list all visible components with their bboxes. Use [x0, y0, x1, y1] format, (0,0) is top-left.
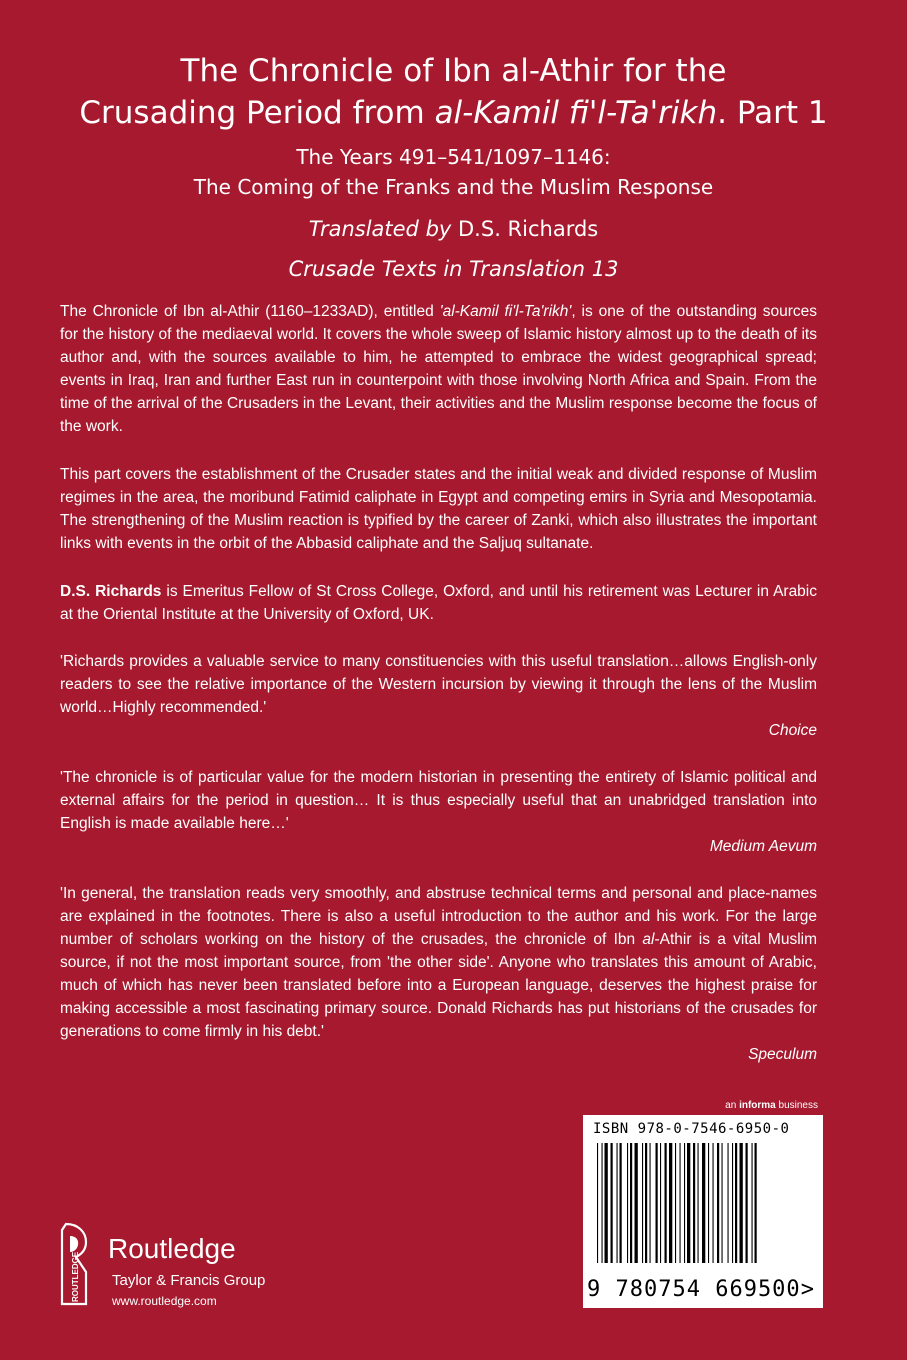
translator-credit	[0, 214, 907, 244]
logo-vertical-text: ROUTLEDGE	[71, 1251, 80, 1302]
review-3-quote-cont: -Athir is a vital Muslim source, if not the most important source, from 'the other side'. Anyone who translates this amount of Arabic, much of which has never been translated before into a European language, deserves the highest praise for making accessible a most fascinating primary source. Donald Richards has put historians of the crusades for generations to come firmly in his debt.'	[60, 931, 818, 1040]
barcode-icon	[597, 1143, 807, 1263]
subtitle-line-1: The Years 491–541/1097–1146:	[296, 145, 611, 169]
translated-by-label: Translated by	[308, 217, 452, 241]
isbn-text: ISBN 978-0-7546-6950-0	[593, 1121, 790, 1137]
informa-tag-pre: an	[725, 1100, 740, 1111]
publisher-group: Taylor & Francis Group	[112, 1272, 266, 1289]
author-bio-text: is Emeritus Fellow of St Cross College, Oxford, and until his retirement was Lecturer in Arabic at the Oriental Institute at the University of Oxford, UK.	[60, 583, 818, 623]
review-3-source: Speculum	[748, 1046, 817, 1063]
review-1-quote: 'Richards provides a valuable service to many constituencies with this useful translation…allows English-only readers to see the relative importance of the Western incursion by viewing it through the lens of the Muslim world…Highly recommended.'	[60, 653, 817, 716]
publisher-url: www.routledge.com	[112, 1294, 217, 1308]
review-3	[60, 882, 817, 1066]
informa-tag-post: business	[775, 1100, 818, 1111]
title-line-1: The Chronicle of Ibn al-Athir for the	[180, 53, 727, 89]
barcode-arrow: >	[800, 1277, 815, 1302]
book-subtitle	[0, 142, 907, 202]
review-1-source: Choice	[768, 722, 817, 739]
review-3-quote: 'In general, the translation reads very smoothly, and abstruse technical terms and personal and place-names are explained in the footnotes. There is also a useful introduction to the author and his work. For the large number of scholars working on the history of the crusades, the chronicle of Ibn	[60, 885, 817, 948]
author-bio	[60, 580, 817, 626]
blurb-p1-text: The Chronicle of Ibn al-Athir (1160–1233AD), entitled	[60, 303, 440, 320]
barcode-box	[583, 1115, 823, 1308]
book-title	[0, 50, 907, 134]
informa-tag	[725, 1100, 818, 1111]
blurb-p1-text-cont: , is one of the outstanding sources for the history of the mediaeval world. It covers the whole sweep of Islamic history almost up to the death of its author and, with the sources available to him, he attempted to embrace the widest geographical spread; events in Iraq, Iran and further East run in counterpoint with those involving North Africa and Spain. From the time of the arrival of the Crusaders in the Levant, their activities and the Muslim response become the focus of the work.	[60, 303, 817, 435]
blurb-p2-text: This part covers the establishment of the Crusader states and the initial weak and divided response of Muslim regimes in the area, the moribund Fatimid caliphate in Egypt and competing emirs in Syria and Mesopotamia. The strengthening of the Muslim reaction is typified by the career of Zanki, which also illustrates the important links with events in the orbit of the Abbasid caliphate and the Saljuq sultanate.	[60, 466, 817, 552]
blurb-p1-italic: 'al-Kamil fi'l-Ta'rikh'	[439, 303, 572, 320]
review-3-italic: al	[642, 931, 655, 948]
barcode-digits-text: 9 780754 669500	[587, 1277, 801, 1302]
routledge-logo-icon	[56, 1222, 92, 1306]
publisher-name: Routledge	[108, 1233, 236, 1264]
blurb-paragraph-1	[60, 300, 817, 438]
informa-tag-bold: informa	[739, 1100, 776, 1111]
review-2-source: Medium Aevum	[709, 838, 817, 855]
review-2-quote: 'The chronicle is of particular value for the modern historian in presenting the entirety of Islamic political and external affairs for the period in question… It is thus especially useful that an unabridged translation into English is made available here…'	[60, 769, 817, 832]
series-name: Crusade Texts in Translation 13	[288, 257, 619, 281]
title-line-2-italic: al-Kamil fi'l-Ta'rikh	[434, 95, 718, 131]
barcode-digits	[587, 1277, 815, 1302]
review-1	[60, 650, 817, 742]
title-line-2-post: . Part 1	[717, 95, 828, 131]
translator-name: D.S. Richards	[458, 217, 599, 241]
title-line-2-pre: Crusading Period from	[79, 95, 435, 131]
subtitle-line-2: The Coming of the Franks and the Muslim Response	[193, 175, 714, 199]
author-name: D.S. Richards	[60, 583, 162, 600]
blurb-paragraph-2	[60, 463, 817, 555]
review-2	[60, 766, 817, 858]
